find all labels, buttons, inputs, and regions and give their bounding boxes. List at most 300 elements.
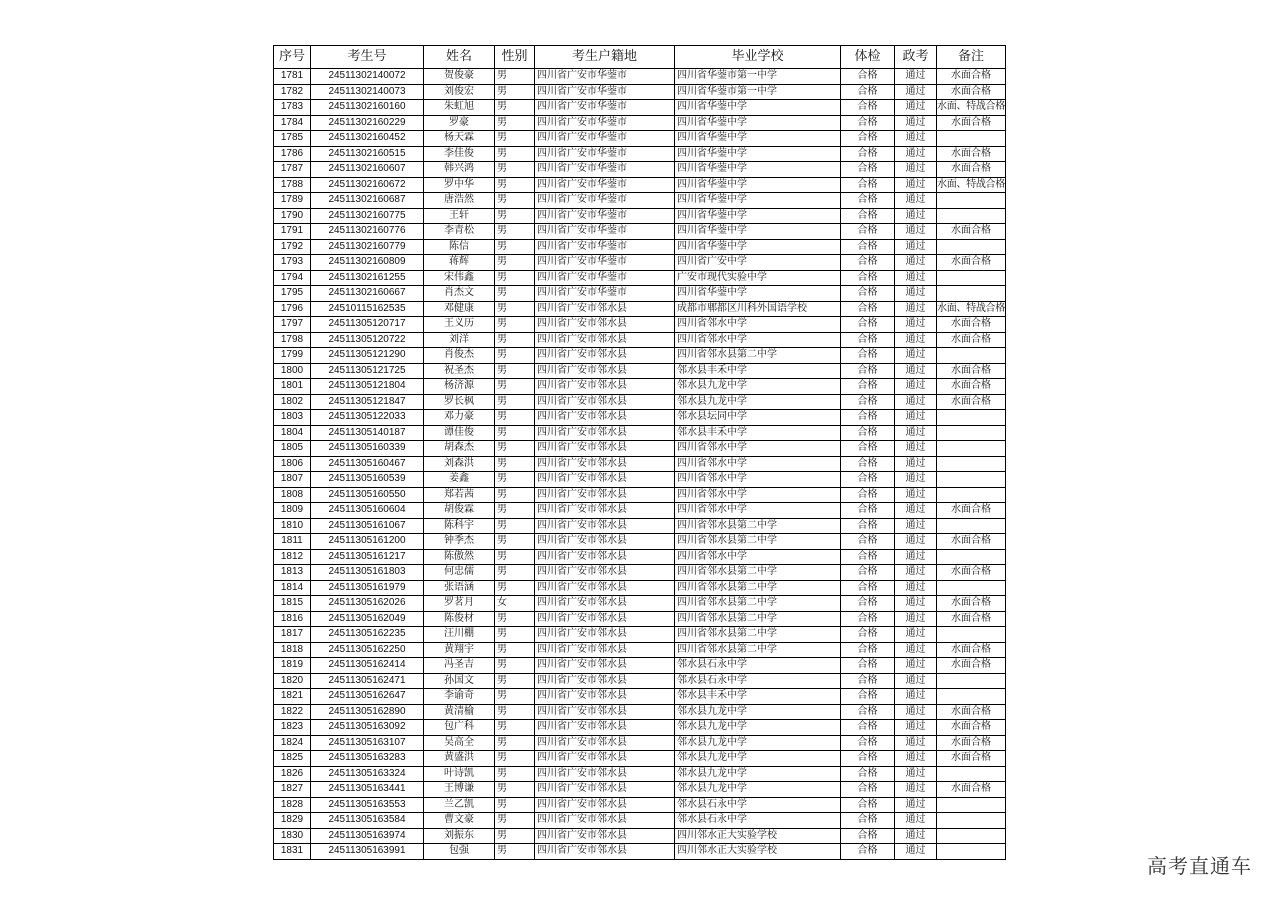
cell-household: 四川省广安市邻水县 [535,611,675,627]
cell-school: 邻水县丰禾中学 [675,689,841,705]
cell-political: 通过 [895,456,937,472]
cell-school: 四川省华蓥中学 [675,131,841,147]
cell-household: 四川省广安市华蓥市 [535,177,675,193]
cell-political: 通过 [895,549,937,565]
cell-political: 通过 [895,720,937,736]
cell-remarks: 水面合格 [937,720,1006,736]
table-row [274,177,1006,193]
cell-medical: 合格 [841,208,895,224]
cell-exam-id: 24511305161979 [311,580,424,596]
cell-remarks [937,472,1006,488]
cell-household: 四川省广安市华蓥市 [535,286,675,302]
cell-name: 朱虹旭 [424,100,495,116]
table-row [274,580,1006,596]
cell-name: 叶诗凯 [424,766,495,782]
cell-seq: 1819 [274,658,311,674]
cell-remarks: 水面合格 [937,596,1006,612]
cell-household: 四川省广安市邻水县 [535,549,675,565]
cell-name: 曹文豪 [424,813,495,829]
cell-household: 四川省广安市邻水县 [535,348,675,364]
cell-household: 四川省广安市邻水县 [535,720,675,736]
cell-school: 邻水县丰禾中学 [675,363,841,379]
cell-school: 四川省华蓥中学 [675,177,841,193]
cell-sex: 男 [495,735,535,751]
cell-school: 四川邻水正大实验学校 [675,828,841,844]
cell-sex: 男 [495,456,535,472]
cell-school: 四川省邻水中学 [675,456,841,472]
header-sex: 性别 [495,46,535,69]
cell-exam-id: 24511305162647 [311,689,424,705]
cell-remarks [937,456,1006,472]
cell-political: 通过 [895,441,937,457]
cell-political: 通过 [895,363,937,379]
cell-medical: 合格 [841,317,895,333]
cell-remarks [937,131,1006,147]
table-row [274,751,1006,767]
cell-political: 通过 [895,751,937,767]
cell-school: 邻水县九龙中学 [675,751,841,767]
cell-school: 四川省邻水中学 [675,549,841,565]
cell-exam-id: 24511305163584 [311,813,424,829]
table-row [274,828,1006,844]
cell-seq: 1830 [274,828,311,844]
table-row [274,642,1006,658]
cell-seq: 1784 [274,115,311,131]
cell-school: 四川省华蓥市第一中学 [675,84,841,100]
cell-political: 通过 [895,472,937,488]
cell-household: 四川省广安市邻水县 [535,565,675,581]
cell-exam-id: 24511305160467 [311,456,424,472]
cell-exam-id: 24511305163991 [311,844,424,860]
cell-seq: 1781 [274,69,311,85]
cell-seq: 1831 [274,844,311,860]
cell-seq: 1820 [274,673,311,689]
cell-remarks [937,518,1006,534]
cell-seq: 1797 [274,317,311,333]
cell-household: 四川省广安市邻水县 [535,704,675,720]
table-row [274,193,1006,209]
cell-school: 四川省邻水中学 [675,317,841,333]
cell-household: 四川省广安市华蓥市 [535,270,675,286]
cell-household: 四川省广安市邻水县 [535,503,675,519]
cell-seq: 1791 [274,224,311,240]
cell-name: 罗茗月 [424,596,495,612]
admission-table [273,45,1006,860]
cell-name: 郑若茜 [424,487,495,503]
cell-name: 兰乙凯 [424,797,495,813]
cell-household: 四川省广安市邻水县 [535,642,675,658]
cell-political: 通过 [895,797,937,813]
cell-seq: 1812 [274,549,311,565]
header-household: 考生户籍地 [535,46,675,69]
cell-political: 通过 [895,410,937,426]
cell-seq: 1824 [274,735,311,751]
cell-household: 四川省广安市华蓥市 [535,193,675,209]
cell-sex: 男 [495,255,535,271]
cell-remarks [937,348,1006,364]
cell-school: 四川省华蓥中学 [675,239,841,255]
cell-name: 胡森杰 [424,441,495,457]
cell-school: 邻水县九龙中学 [675,782,841,798]
cell-sex: 男 [495,379,535,395]
cell-name: 谭佳俊 [424,425,495,441]
cell-sex: 男 [495,503,535,519]
cell-name: 陈科宇 [424,518,495,534]
cell-medical: 合格 [841,627,895,643]
cell-school: 四川省广安中学 [675,255,841,271]
cell-medical: 合格 [841,69,895,85]
table-row [274,487,1006,503]
cell-seq: 1829 [274,813,311,829]
cell-sex: 男 [495,425,535,441]
cell-political: 通过 [895,565,937,581]
cell-medical: 合格 [841,146,895,162]
cell-seq: 1795 [274,286,311,302]
cell-seq: 1822 [274,704,311,720]
cell-seq: 1785 [274,131,311,147]
cell-medical: 合格 [841,766,895,782]
cell-sex: 男 [495,549,535,565]
cell-remarks [937,410,1006,426]
cell-sex: 男 [495,270,535,286]
cell-school: 邻水县石永中学 [675,673,841,689]
cell-political: 通过 [895,828,937,844]
cell-name: 王博谦 [424,782,495,798]
cell-remarks [937,286,1006,302]
cell-exam-id: 24511305120717 [311,317,424,333]
cell-household: 四川省广安市邻水县 [535,332,675,348]
cell-remarks [937,813,1006,829]
header-seq: 序号 [274,46,311,69]
cell-political: 通过 [895,503,937,519]
cell-sex: 男 [495,611,535,627]
cell-political: 通过 [895,611,937,627]
cell-medical: 合格 [841,224,895,240]
cell-seq: 1804 [274,425,311,441]
cell-household: 四川省广安市邻水县 [535,394,675,410]
cell-sex: 男 [495,100,535,116]
cell-medical: 合格 [841,658,895,674]
cell-remarks [937,844,1006,860]
cell-sex: 男 [495,363,535,379]
cell-school: 邻水县石永中学 [675,658,841,674]
cell-medical: 合格 [841,394,895,410]
cell-seq: 1799 [274,348,311,364]
cell-household: 四川省广安市华蓥市 [535,84,675,100]
cell-sex: 女 [495,596,535,612]
cell-exam-id: 24510115162535 [311,301,424,317]
cell-remarks [937,580,1006,596]
cell-name: 肖俊杰 [424,348,495,364]
cell-medical: 合格 [841,580,895,596]
cell-seq: 1792 [274,239,311,255]
table-row [274,410,1006,426]
cell-medical: 合格 [841,565,895,581]
cell-sex: 男 [495,844,535,860]
cell-seq: 1808 [274,487,311,503]
cell-sex: 男 [495,301,535,317]
cell-exam-id: 24511305163107 [311,735,424,751]
cell-sex: 男 [495,658,535,674]
cell-exam-id: 24511305161200 [311,534,424,550]
cell-household: 四川省广安市邻水县 [535,844,675,860]
cell-school: 四川省邻水中学 [675,441,841,457]
cell-exam-id: 24511305162235 [311,627,424,643]
cell-exam-id: 24511305162250 [311,642,424,658]
cell-remarks: 水面合格 [937,565,1006,581]
cell-sex: 男 [495,766,535,782]
cell-name: 黄清榆 [424,704,495,720]
cell-school: 四川省华蓥中学 [675,286,841,302]
header-medical: 体检 [841,46,895,69]
cell-political: 通过 [895,782,937,798]
cell-school: 四川省邻水县第二中学 [675,596,841,612]
cell-remarks: 水面合格 [937,394,1006,410]
cell-school: 四川省邻水县第二中学 [675,348,841,364]
cell-sex: 男 [495,642,535,658]
cell-political: 通过 [895,162,937,178]
cell-remarks: 水面合格 [937,146,1006,162]
cell-political: 通过 [895,735,937,751]
cell-sex: 男 [495,534,535,550]
cell-name: 冯圣吉 [424,658,495,674]
cell-exam-id: 24511305161803 [311,565,424,581]
cell-seq: 1809 [274,503,311,519]
cell-medical: 合格 [841,255,895,271]
cell-remarks: 水面合格 [937,379,1006,395]
cell-seq: 1783 [274,100,311,116]
cell-school: 四川省邻水县第二中学 [675,534,841,550]
cell-school: 邻水县九龙中学 [675,720,841,736]
cell-exam-id: 24511305162890 [311,704,424,720]
cell-school: 四川省邻水中学 [675,472,841,488]
cell-name: 刘俊宏 [424,84,495,100]
cell-medical: 合格 [841,84,895,100]
cell-name: 李佳俊 [424,146,495,162]
cell-medical: 合格 [841,270,895,286]
cell-exam-id: 24511305140187 [311,425,424,441]
cell-household: 四川省广安市邻水县 [535,580,675,596]
cell-seq: 1815 [274,596,311,612]
table-row [274,208,1006,224]
cell-name: 李谕奇 [424,689,495,705]
cell-medical: 合格 [841,301,895,317]
cell-sex: 男 [495,317,535,333]
cell-seq: 1787 [274,162,311,178]
table-row [274,394,1006,410]
cell-name: 韩兴鸿 [424,162,495,178]
cell-name: 贺俊豪 [424,69,495,85]
table-row [274,627,1006,643]
cell-exam-id: 24511305161067 [311,518,424,534]
cell-medical: 合格 [841,177,895,193]
table-row [274,658,1006,674]
table-row [274,332,1006,348]
cell-seq: 1814 [274,580,311,596]
cell-household: 四川省广安市华蓥市 [535,131,675,147]
table-header-row [274,46,1006,69]
cell-medical: 合格 [841,503,895,519]
cell-exam-id: 24511302160775 [311,208,424,224]
cell-remarks: 水面合格 [937,611,1006,627]
table-row [274,782,1006,798]
cell-medical: 合格 [841,286,895,302]
cell-exam-id: 24511305160604 [311,503,424,519]
cell-sex: 男 [495,487,535,503]
table-row [274,766,1006,782]
watermark-logo-text: 高考直通车 [1147,854,1252,878]
table-row [274,813,1006,829]
cell-political: 通过 [895,317,937,333]
cell-sex: 男 [495,131,535,147]
cell-name: 罗豪 [424,115,495,131]
cell-exam-id: 24511302160607 [311,162,424,178]
cell-school: 邻水县坛同中学 [675,410,841,426]
cell-political: 通过 [895,115,937,131]
cell-exam-id: 24511305121725 [311,363,424,379]
cell-exam-id: 24511305163441 [311,782,424,798]
cell-sex: 男 [495,673,535,689]
cell-school: 四川省华蓥中学 [675,162,841,178]
cell-name: 包广科 [424,720,495,736]
cell-sex: 男 [495,162,535,178]
cell-household: 四川省广安市邻水县 [535,534,675,550]
cell-sex: 男 [495,751,535,767]
cell-name: 陈信 [424,239,495,255]
cell-medical: 合格 [841,100,895,116]
cell-political: 通过 [895,394,937,410]
cell-name: 王轩 [424,208,495,224]
cell-household: 四川省广安市华蓥市 [535,162,675,178]
header-name: 姓名 [424,46,495,69]
table-row [274,286,1006,302]
cell-household: 四川省广安市华蓥市 [535,115,675,131]
table-row [274,84,1006,100]
cell-household: 四川省广安市邻水县 [535,751,675,767]
cell-political: 通过 [895,224,937,240]
cell-sex: 男 [495,69,535,85]
table-row [274,720,1006,736]
cell-exam-id: 24511302160667 [311,286,424,302]
cell-remarks: 水面合格 [937,735,1006,751]
cell-exam-id: 24511305160339 [311,441,424,457]
cell-exam-id: 24511302160229 [311,115,424,131]
cell-remarks [937,689,1006,705]
cell-household: 四川省广安市邻水县 [535,797,675,813]
cell-name: 刘森洪 [424,456,495,472]
cell-name: 刘振东 [424,828,495,844]
header-school: 毕业学校 [675,46,841,69]
cell-medical: 合格 [841,751,895,767]
cell-political: 通过 [895,100,937,116]
cell-political: 通过 [895,379,937,395]
cell-medical: 合格 [841,425,895,441]
cell-household: 四川省广安市邻水县 [535,766,675,782]
cell-seq: 1807 [274,472,311,488]
cell-seq: 1805 [274,441,311,457]
cell-name: 胡俊霖 [424,503,495,519]
table-row [274,534,1006,550]
cell-name: 肖杰文 [424,286,495,302]
cell-remarks: 水面合格 [937,782,1006,798]
cell-exam-id: 24511302161255 [311,270,424,286]
cell-exam-id: 24511302160515 [311,146,424,162]
cell-seq: 1794 [274,270,311,286]
cell-seq: 1811 [274,534,311,550]
cell-remarks [937,425,1006,441]
cell-seq: 1789 [274,193,311,209]
table-row [274,162,1006,178]
cell-school: 成都市郫都区川科外国语学校 [675,301,841,317]
cell-seq: 1828 [274,797,311,813]
cell-household: 四川省广安市邻水县 [535,627,675,643]
cell-seq: 1825 [274,751,311,767]
cell-school: 四川省邻水县第二中学 [675,642,841,658]
cell-exam-id: 24511305160539 [311,472,424,488]
cell-name: 蒋辉 [424,255,495,271]
cell-school: 邻水县九龙中学 [675,704,841,720]
cell-medical: 合格 [841,844,895,860]
cell-remarks [937,549,1006,565]
cell-political: 通过 [895,177,937,193]
table-row [274,100,1006,116]
cell-exam-id: 24511305160550 [311,487,424,503]
table-row [274,425,1006,441]
cell-medical: 合格 [841,828,895,844]
cell-name: 杨天霖 [424,131,495,147]
cell-household: 四川省广安市华蓥市 [535,208,675,224]
cell-medical: 合格 [841,518,895,534]
cell-exam-id: 24511302160779 [311,239,424,255]
cell-political: 通过 [895,813,937,829]
cell-political: 通过 [895,208,937,224]
cell-remarks: 水面、特战合格 [937,100,1006,116]
cell-political: 通过 [895,131,937,147]
cell-sex: 男 [495,410,535,426]
cell-school: 四川省华蓥中学 [675,115,841,131]
cell-seq: 1813 [274,565,311,581]
cell-household: 四川省广安市邻水县 [535,317,675,333]
cell-school: 广安市现代实验中学 [675,270,841,286]
table-row [274,797,1006,813]
cell-political: 通过 [895,689,937,705]
cell-household: 四川省广安市邻水县 [535,518,675,534]
cell-medical: 合格 [841,363,895,379]
cell-political: 通过 [895,332,937,348]
cell-exam-id: 24511305162471 [311,673,424,689]
cell-political: 通过 [895,580,937,596]
cell-exam-id: 24511302160776 [311,224,424,240]
cell-medical: 合格 [841,115,895,131]
cell-sex: 男 [495,394,535,410]
cell-name: 罗长枫 [424,394,495,410]
cell-school: 邻水县石永中学 [675,813,841,829]
cell-seq: 1790 [274,208,311,224]
cell-household: 四川省广安市邻水县 [535,689,675,705]
cell-seq: 1800 [274,363,311,379]
cell-household: 四川省广安市邻水县 [535,735,675,751]
cell-seq: 1788 [274,177,311,193]
cell-sex: 男 [495,472,535,488]
cell-sex: 男 [495,441,535,457]
cell-exam-id: 24511305162049 [311,611,424,627]
cell-household: 四川省广安市邻水县 [535,379,675,395]
table-row [274,549,1006,565]
table-row [274,441,1006,457]
cell-school: 四川省华蓥中学 [675,208,841,224]
cell-exam-id: 24511305120722 [311,332,424,348]
header-political: 政考 [895,46,937,69]
